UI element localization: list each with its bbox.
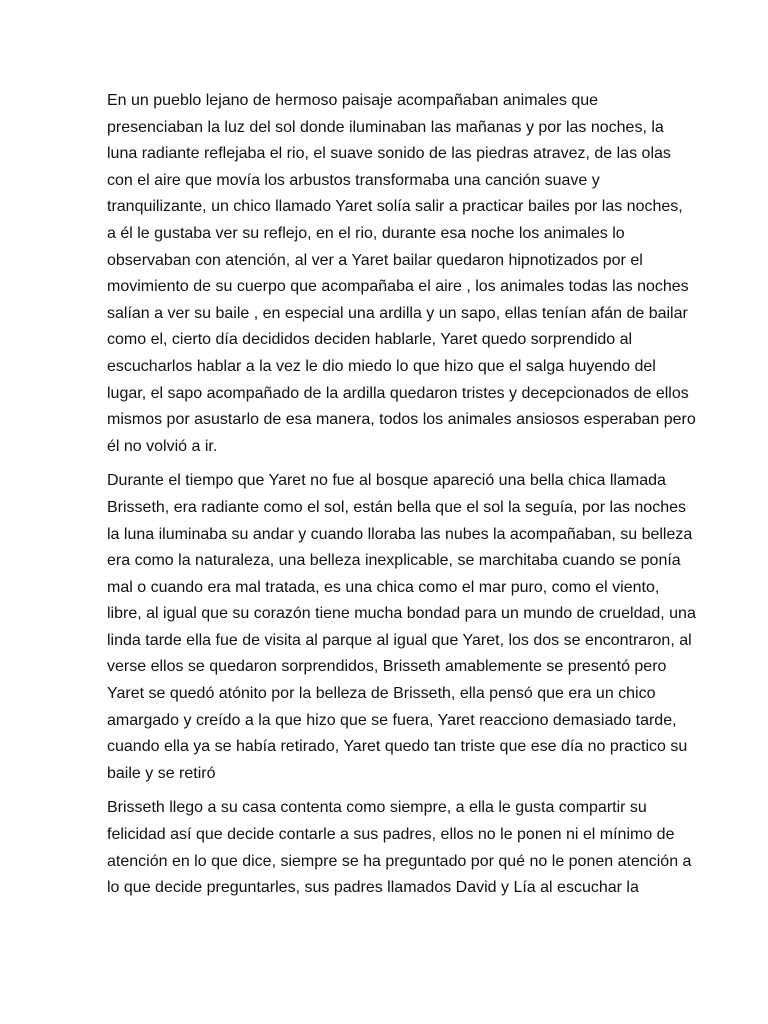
document-body bbox=[107, 88, 696, 902]
text-line: verse ellos se quedaron sorprendidos, Brisseth amablemente se presentó pero bbox=[107, 658, 667, 676]
text-line: él no volvió a ir. bbox=[107, 437, 218, 455]
text-line: felicidad así que decide contarle a sus padres, ellos no le ponen ni el mínimo de bbox=[107, 826, 675, 844]
paragraph bbox=[107, 88, 696, 460]
text-line: linda tarde ella fue de visita al parque al igual que Yaret, los dos se encontraron, al bbox=[107, 631, 692, 649]
text-line: luna radiante reflejaba el rio, el suave sonido de las piedras atravez, de las olas bbox=[107, 145, 671, 163]
text-line: tranquilizante, un chico llamado Yaret solía salir a practicar bailes por las noches, bbox=[107, 198, 683, 216]
text-line: salían a ver su baile , en especial una ardilla y un sapo, ellas tenían afán de bailar bbox=[107, 304, 688, 322]
text-line: mal o cuando era mal tratada, es una chica como el mar puro, como el viento, bbox=[107, 578, 660, 596]
text-line: amargado y creído a la que hizo que se fuera, Yaret reacciono demasiado tarde, bbox=[107, 711, 677, 729]
text-line: atención en lo que dice, siempre se ha preguntado por qué no le ponen atención a bbox=[107, 852, 692, 870]
text-line: con el aire que movía los arbustos transformaba una canción suave y bbox=[107, 171, 600, 189]
text-line: Yaret se quedó atónito por la belleza de Brisseth, ella pensó que era un chico bbox=[107, 685, 656, 703]
text-line: lo que decide preguntarles, sus padres llamados David y Lía al escuchar la bbox=[107, 879, 639, 897]
text-line: Brisseth, era radiante como el sol, están bella que el sol la seguía, por las noches bbox=[107, 498, 686, 516]
text-line: movimiento de su cuerpo que acompañaba el aire , los animales todas las noches bbox=[107, 278, 689, 296]
text-line: Durante el tiempo que Yaret no fue al bosque apareció una bella chica llamada bbox=[107, 472, 666, 490]
text-line: mismos por asustarlo de esa manera, todos los animales ansiosos esperaban pero bbox=[107, 411, 696, 429]
text-line: escucharlos hablar a la vez le dio miedo lo que hizo que el salga huyendo del bbox=[107, 357, 656, 375]
text-line: era como la naturaleza, una belleza inexplicable, se marchitaba cuando se ponía bbox=[107, 552, 681, 570]
paragraph bbox=[107, 468, 696, 787]
text-line: presenciaban la luz del sol donde iluminaban las mañanas y por las noches, la bbox=[107, 118, 664, 136]
text-line: lugar, el sapo acompañado de la ardilla quedaron tristes y decepcionados de ellos bbox=[107, 384, 689, 402]
text-line: observaban con atención, al ver a Yaret bailar quedaron hipnotizados por el bbox=[107, 251, 643, 269]
text-line: En un pueblo lejano de hermoso paisaje acompañaban animales que bbox=[107, 92, 599, 109]
text-line: libre, al igual que su corazón tiene mucha bondad para un mundo de crueldad, una bbox=[107, 605, 696, 623]
text-line: baile y se retiró bbox=[107, 764, 216, 782]
paragraph bbox=[107, 795, 692, 901]
text-line: la luna iluminaba su andar y cuando lloraba las nubes la acompañaban, su belleza bbox=[107, 525, 693, 543]
text-line: cuando ella ya se había retirado, Yaret quedo tan triste que ese día no practico su bbox=[107, 738, 688, 756]
text-line: como el, cierto día decididos deciden hablarle, Yaret quedo sorprendido al bbox=[107, 331, 633, 349]
text-line: a él le gustaba ver su reflejo, en el rio, durante esa noche los animales lo bbox=[107, 224, 625, 242]
text-line: Brisseth llego a su casa contenta como siempre, a ella le gusta compartir su bbox=[107, 799, 647, 817]
